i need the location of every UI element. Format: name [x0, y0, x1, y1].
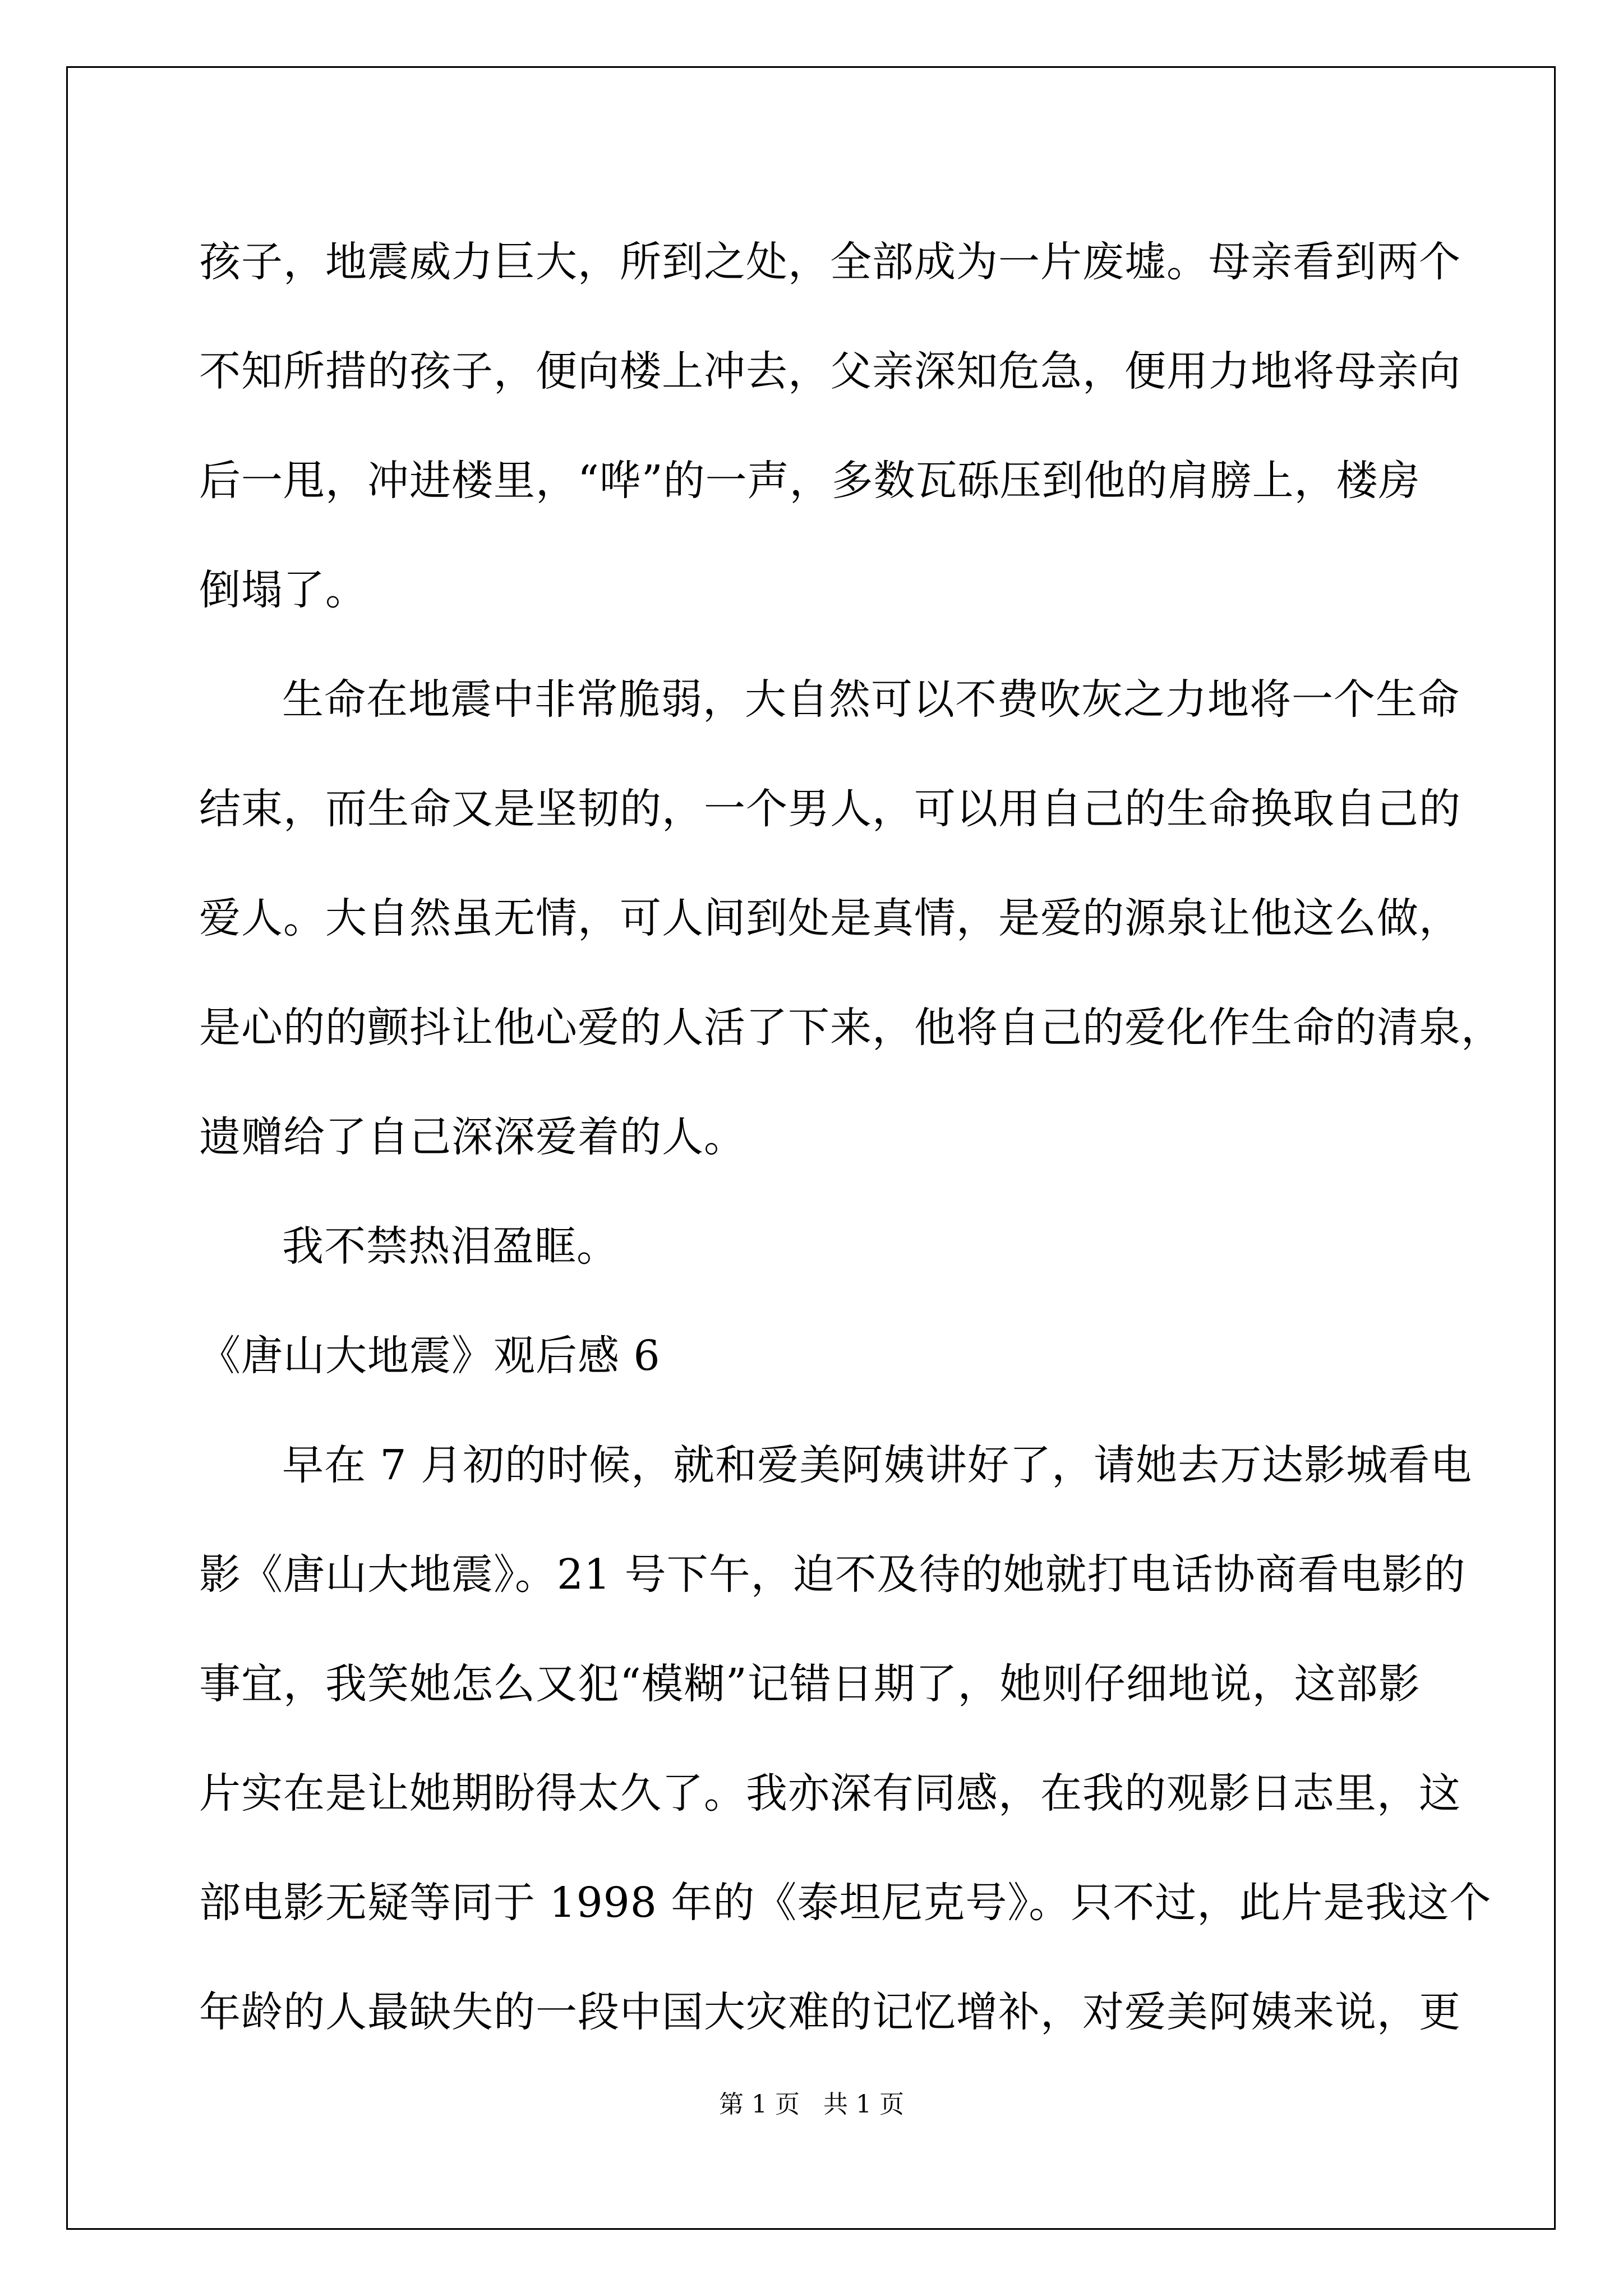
paragraph-first-line: 生命在地震中非常脆弱，大自然可以不费吹灰之力地将一个生命: [282, 675, 1460, 724]
text-line: 爱人。大自然虽无情，可人间到处是真情，是爱的源泉让他这么做，: [199, 894, 1461, 942]
text-line: 后一甩，冲进楼里，“哗”的一声，多数瓦砾压到他的肩膀上，楼房: [199, 457, 1421, 505]
text-line: 年龄的人最缺失的一段中国大灾难的记忆增补，对爱美阿姨来说，更: [199, 1988, 1461, 2036]
section-heading: 《唐山大地震》观后感 6: [199, 1332, 661, 1380]
paragraph-first-line: 我不禁热泪盈眶。: [282, 1222, 619, 1271]
text-line: 片实在是让她期盼得太久了。我亦深有同感，在我的观影日志里，这: [199, 1769, 1461, 1818]
text-line: 影《唐山大地震》。21 号下午，迫不及待的她就打电话协商看电影的: [199, 1550, 1466, 1599]
text-line: 部电影无疑等同于 1998 年的《泰坦尼克号》。只不过，此片是我这个: [199, 1879, 1492, 1927]
document-body: [199, 208, 1503, 2067]
text-line: 是心的的颤抖让他心爱的人活了下来，他将自己的爱化作生命的清泉，: [199, 1004, 1503, 1052]
text-line: 不知所措的孩子，便向楼上冲去，父亲深知危急，便用力地将母亲向: [199, 347, 1461, 395]
text-line: 遗赠给了自己深深爱着的人。: [199, 1113, 746, 1161]
paragraph-first-line: 早在 7 月初的时候，就和爱美阿姨讲好了，请她去万达影城看电: [282, 1441, 1473, 1489]
text-line: 结束，而生命又是坚韧的，一个男人，可以用自己的生命换取自己的: [199, 785, 1461, 833]
text-line: 倒塌了。: [199, 566, 367, 614]
page-number-footer: 第 1 页 共 1 页: [719, 2090, 904, 2119]
text-line: 孩子，地震威力巨大，所到之处，全部成为一片废墟。母亲看到两个: [199, 238, 1461, 286]
text-line: 事宜，我笑她怎么又犯“模糊”记错日期了，她则仔细地说，这部影: [199, 1660, 1421, 1708]
